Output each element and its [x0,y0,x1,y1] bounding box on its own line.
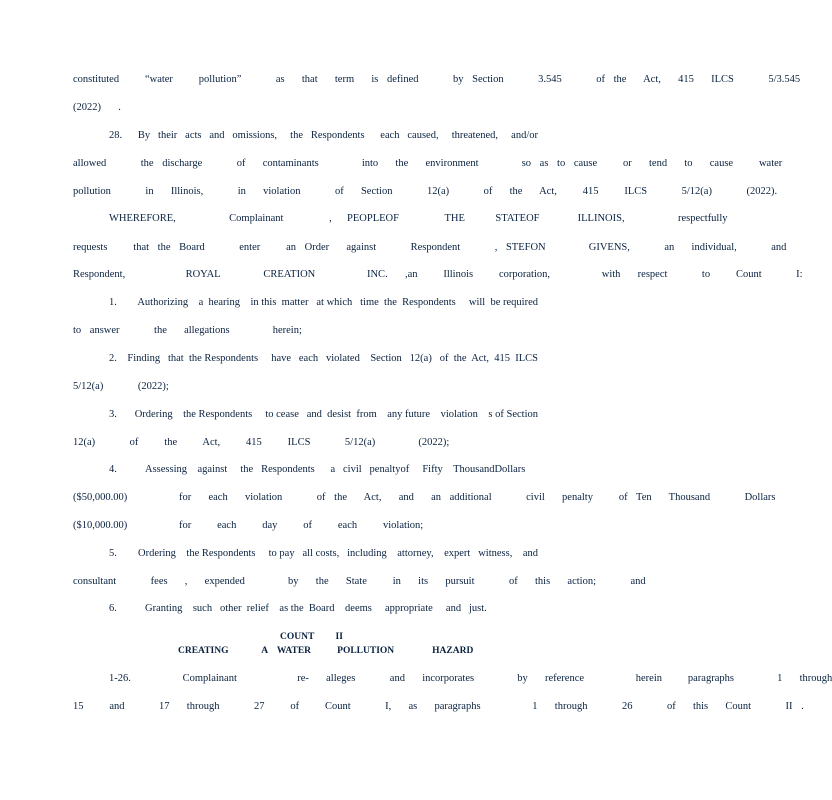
item-number: 3. [109,409,117,420]
item-number: 1. [109,297,117,308]
body-line: Authorizing a hearing in this matter at which time the Respondents will be required [137,297,538,308]
body-line: ($50,000.00) for each violation of the Act, and an additional civil penalty of Ten Thousand Dollars [73,492,776,503]
body-line: allowed the discharge of contaminants into the environment so as to cause or tend to cause water [73,158,783,169]
body-line: requests that the Board enter an Order against Respondent , STEFON GIVENS, an individual, and [73,242,787,253]
count-heading: COUNT II [280,632,343,642]
paragraph-28 [109,129,538,143]
body-line: Assessing against the Respondents a civil penaltyof Fifty ThousandDollars [145,464,526,475]
prayer-item-2 [109,352,538,366]
prayer-item-5 [109,547,538,561]
body-line: 1-26. Complainant re- alleges and incorporates by reference herein paragraphs 1 through [109,673,832,684]
prayer-item-4 [109,463,538,477]
item-number: 4. [109,464,117,475]
body-line: Respondent, ROYAL CREATION INC. ,an Illinois corporation, with respect to Count I: [73,269,803,280]
body-line: ($10,000.00) for each day of each violation; [73,520,424,531]
item-number: 2. [109,353,117,364]
count-subheading: CREATING A WATER POLLUTION HAZARD [178,646,474,656]
body-line: By their acts and omissions, the Respondents each caused, threatened, and/or [137,130,538,141]
prayer-item-1 [109,296,538,310]
item-number: 6. [109,603,117,614]
body-line: (2022) . [73,102,121,113]
body-line: consultant fees , expended by the State in its pursuit of this action; and [73,576,646,587]
body-line: 15 and 17 through 27 of Count I, as paragraphs 1 through 26 of this Count II . [73,701,804,712]
body-line: Finding that the Respondents have each violated Section 12(a) of the Act, 415 ILCS [127,353,538,364]
body-line: 12(a) of the Act, 415 ILCS 5/12(a) (2022); [73,437,450,448]
body-line: constituted “water pollution” as that term is defined by Section 3.545 of the Act, 415 ILCS 5/3.545 [73,74,801,85]
body-line: 5/12(a) (2022); [73,381,169,392]
body-line: to answer the allegations herein; [73,325,302,336]
body-line: pollution in Illinois, in violation of Section 12(a) of the Act, 415 ILCS 5/12(a) (2022). [73,186,778,197]
item-number: 5. [109,548,117,559]
body-line: Ordering the Respondents to pay all costs, including attorney, expert witness, and [138,548,538,559]
prayer-item-6 [109,602,538,616]
prayer-item-3 [109,408,538,422]
body-line: Ordering the Respondents to cease and desist from any future violation s of Section [134,409,538,420]
body-line: Granting such other relief as the Board deems appropriate and just. [145,603,487,614]
paragraph-number: 28. [109,130,123,141]
wherefore-line: WHEREFORE, Complainant , PEOPLEOF THE STATEOF ILLINOIS, respectfully [109,213,728,224]
